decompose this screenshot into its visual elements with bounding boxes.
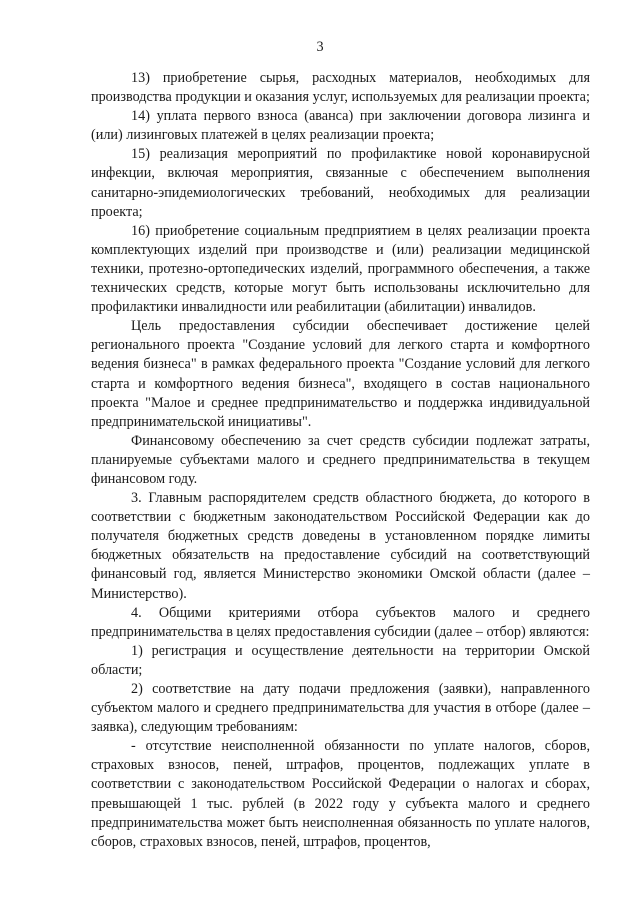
paragraph-requirement-taxes: - отсутствие неисполненной обязанности по уплате налогов, сборов, страховых взносов, пеней, штрафов, процентов, подлежащих уплате в соответствии с законодательством Российской Федерации о налогах и сборах, превышающей 1 тыс. рублей (в 2022 году у субъекта малого и среднего предпринимательства может быть неисполненная обязанность по уплате налогов, сборов, страховых взносов, пеней, штрафов, процентов,	[91, 738, 590, 850]
paragraph-section-3: 3. Главным распорядителем средств областного бюджета, до которого в соответствии с бюджетным законодательством Российской Федерации как до получателя бюджетных средств доведены в установленном порядке лимиты бюджетных обязательств на предоставление субсидий на соответствующий финансовый год, является Министерство экономики Омской области (далее – Министерство).	[91, 490, 590, 602]
paragraph-item-13: 13) приобретение сырья, расходных материалов, необходимых для производства продукции и оказания услуг, используемых для реализации проекта;	[91, 70, 590, 106]
paragraph-item-14: 14) уплата первого взноса (аванса) при заключении договора лизинга и (или) лизинговых платежей в целях реализации проекта;	[91, 108, 590, 144]
paragraph-subsidy-goal: Цель предоставления субсидии обеспечивает достижение целей регионального проекта "Создание условий для легкого старта и комфортного ведения бизнеса" в рамках федерального проекта "Создание условий для легкого старта и комфортного ведения бизнеса", входящего в состав национального проекта "Малое и среднее предпринимательство и поддержка индивидуальной предпринимательской инициативы".	[91, 318, 590, 430]
paragraph-financing: Финансовому обеспечению за счет средств субсидии подлежат затраты, планируемые субъектами малого и среднего предпринимательства в текущем финансовом году.	[91, 432, 590, 487]
paragraph-section-4: 4. Общими критериями отбора субъектов малого и среднего предпринимательства в целях предоставления субсидии (далее – отбор) являются:	[91, 604, 590, 640]
paragraph-criterion-2: 2) соответствие на дату подачи предложения (заявки), направленного субъектом малого и среднего предпринимательства для участия в отборе (далее – заявка), следующим требованиям:	[91, 681, 590, 736]
paragraph-item-16: 16) приобретение социальным предприятием в целях реализации проекта комплектующих изделий при производстве и (или) реализации медицинской техники, протезно-ортопедических изделий, программного обеспечения, а также технических средств, которые могут быть использованы исключительно для профилактики инвалидности или реабилитации (абилитации) инвалидов.	[91, 222, 590, 316]
paragraph-item-15: 15) реализация мероприятий по профилактике новой коронавирусной инфекции, включая мероприятия, связанные с обеспечением выполнения санитарно-эпидемиологических требований, необходимых для реализации проекта;	[91, 146, 590, 220]
page-number: 3	[316, 39, 324, 55]
document-body	[91, 69, 590, 852]
paragraph-criterion-1: 1) регистрация и осуществление деятельности на территории Омской области;	[91, 642, 590, 678]
